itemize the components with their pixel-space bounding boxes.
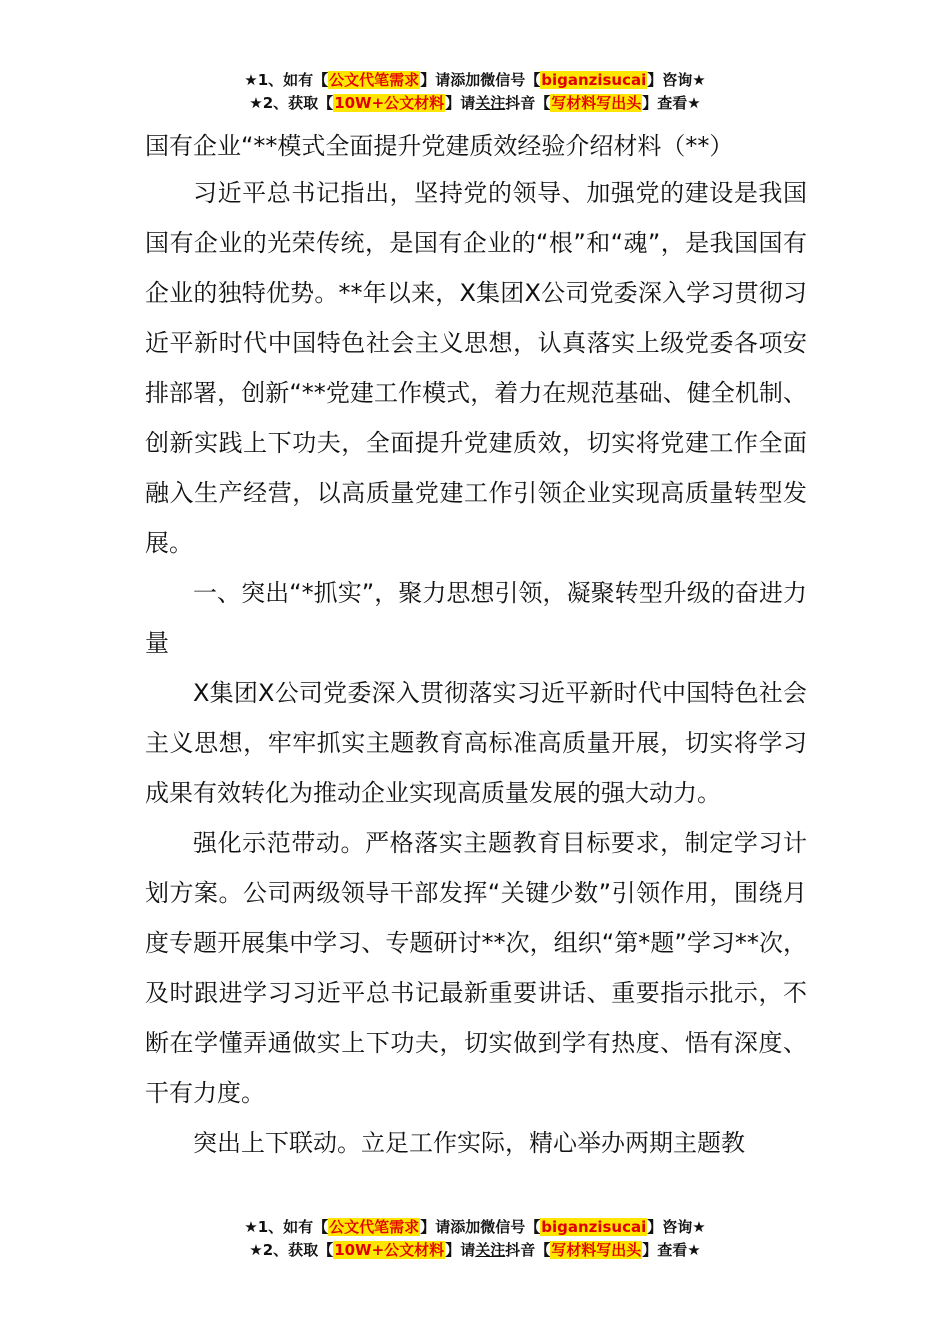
promo-text: 】请 — [445, 1241, 476, 1259]
promo-highlight: biganzisucai — [541, 1218, 647, 1236]
promo-highlight: 10W+公文材料 — [334, 94, 445, 112]
paragraph: X集团X公司党委深入贯彻落实习近平新时代中国特色社会主义思想，牢牢抓实主题教育高标准高质量开展，切实将学习成果有效转化为推动企业实现高质量发展的强大动力。 — [145, 679, 807, 807]
promo-banner-top — [0, 69, 950, 115]
paragraph: 习近平总书记指出，坚持党的领导、加强党的建设是我国国有企业的光荣传统，是国有企业的“根”和“魂”，是我国国有企业的独特优势。**年以来，X集团X公司党委深入学习贯彻习近平新时代中国特色社会主义思想，认真落实上级党委各项安排部署，创新“**党建工作模式，着力在规范基础、健全机制、创新实践上下功夫，全面提升党建质效，切实将党建工作全面融入生产经营，以高质量党建工作引领企业实现高质量转型发展。 — [145, 179, 807, 557]
promo-text: ★2、获取【 — [249, 1241, 334, 1259]
promo-text: 抖音【 — [505, 94, 551, 112]
promo-underline: 关注 — [475, 94, 506, 112]
promo-text: 】请添加微信号【 — [420, 71, 541, 89]
promo-highlight: 公文代笔需求 — [329, 1218, 420, 1236]
promo-line-1 — [0, 69, 950, 92]
document-title: 国有企业“**模式全面提升党建质效经验介绍材料（**） — [145, 132, 734, 160]
promo-text: 】请 — [445, 94, 476, 112]
paragraph: 突出上下联动。立足工作实际，精心举办两期主题教 — [193, 1129, 745, 1157]
promo-text: ★2、获取【 — [249, 94, 334, 112]
promo-text: 】查看★ — [642, 1241, 701, 1259]
promo-text: 】咨询★ — [647, 1218, 706, 1236]
promo-highlight: 写材料写出头 — [551, 94, 642, 112]
promo-text: 】请添加微信号【 — [420, 1218, 541, 1236]
promo-text: 抖音【 — [505, 1241, 551, 1259]
promo-line-2 — [0, 1239, 950, 1262]
promo-highlight: biganzisucai — [541, 71, 647, 89]
paragraph: 强化示范带动。严格落实主题教育目标要求，制定学习计划方案。公司两级领导干部发挥“关键少数”引领作用，围绕月度专题开展集中学习、专题研讨**次，组织“第*题”学习**次，及时跟进学习习近平总书记最新重要讲话、重要指示批示，不断在学懂弄通做实上下功夫，切实做到学有热度、悟有深度、干有力度。 — [145, 829, 807, 1107]
promo-banner-bottom — [0, 1216, 950, 1262]
section-heading: 一、突出“*抓实”，聚力思想引领，凝聚转型升级的奋进力量 — [145, 579, 807, 657]
promo-highlight: 写材料写出头 — [551, 1241, 642, 1259]
promo-highlight: 10W+公文材料 — [334, 1241, 445, 1259]
promo-line-1 — [0, 1216, 950, 1239]
promo-line-2 — [0, 92, 950, 115]
promo-highlight: 公文代笔需求 — [329, 71, 420, 89]
promo-text: ★1、如有【 — [244, 71, 329, 89]
promo-text: 】咨询★ — [647, 71, 706, 89]
promo-text: 】查看★ — [642, 94, 701, 112]
promo-text: ★1、如有【 — [244, 1218, 329, 1236]
promo-underline: 关注 — [475, 1241, 506, 1259]
document-body — [145, 124, 807, 1168]
